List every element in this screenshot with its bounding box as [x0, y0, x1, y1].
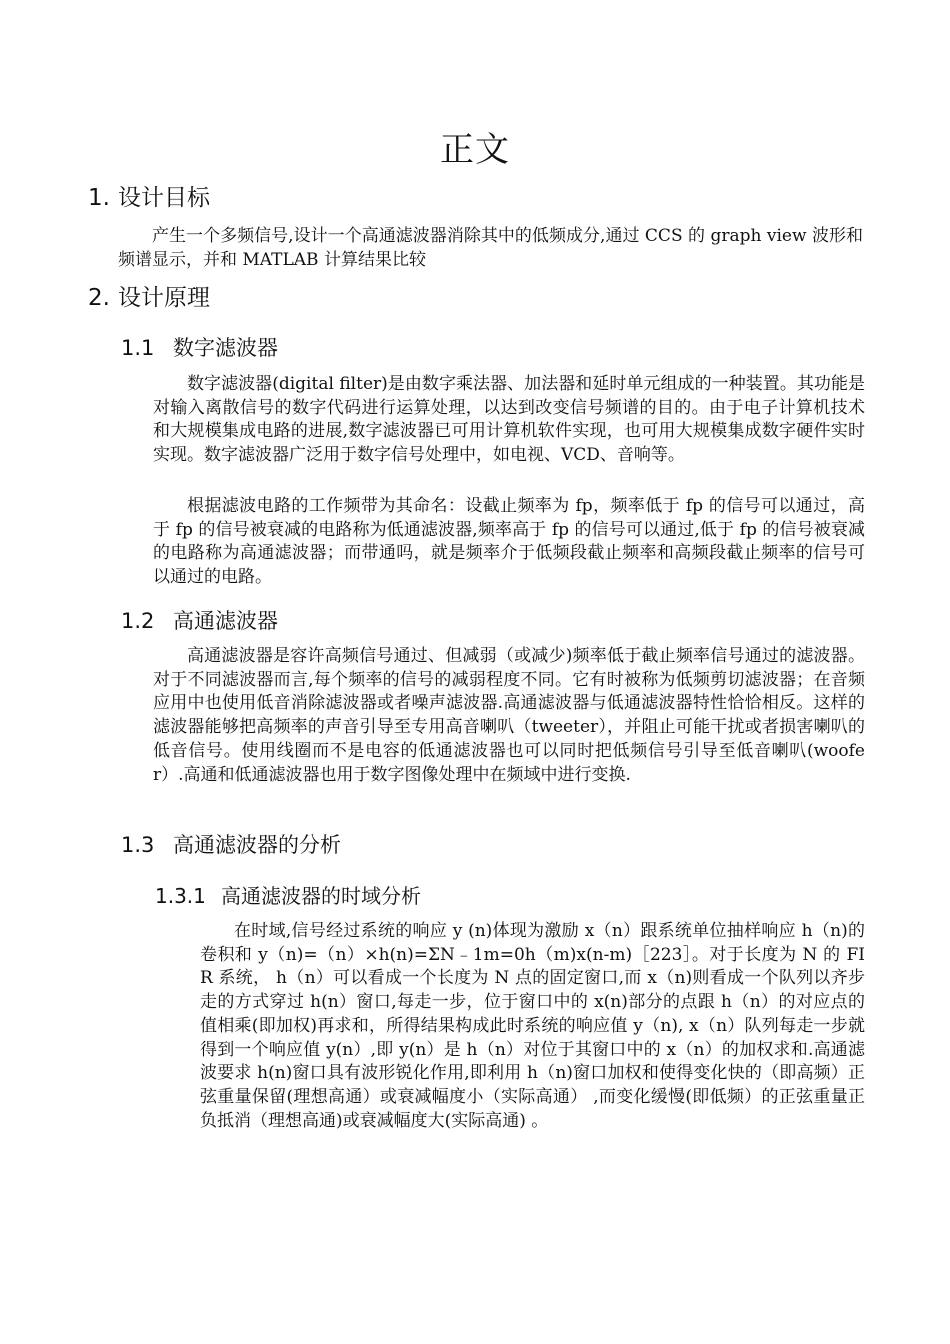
- section-title: 设计原理: [118, 285, 210, 311]
- section-number: 1.: [88, 185, 110, 211]
- digital-filter-paragraph-1: 数字滤波器(digital filter)是由数字乘法器、加法器和延时单元组成的一种装置。其功能是对输入离散信号的数字代码进行运算处理，以达到改变信号频谱的目的。由于电子计算机技术和大规模集成电路的进展,数字滤波器已可用计算机软件实现，也可用大规模集成数字硬件实时实现。数字滤波器广泛用于数字信号处理中，如电视、VCD、音响等。: [153, 374, 865, 466]
- section-title: 设计目标: [118, 185, 210, 211]
- subsection-number: 1.3: [121, 833, 155, 857]
- subsection-heading-digital-filter: [121, 334, 278, 362]
- time-domain-paragraph: 在时域,信号经过系统的响应 y (n)体现为激励 x（n）跟系统单位抽样响应 h（n)的卷积和 y（n)=（n）×h(n)=ΣN﹣1m=0h（m)x(n-m)［223］。对于长度为 N 的 FIR 系统， h（n）可以看成一个长度为 N 点的固定窗口,而 x（n)则看成一个队列以齐步走的方式穿过 h(n）窗口,每走一步，位于窗口中的 x(n)部分的点跟 h（n）的对应点的值相乘(即加权)再求和，所得结果构成此时系统的响应值 y（n), x（n）队列每走一步就得到一个响应值 y(n）,即 y(n）是 h（n）对位于其窗口中的 x（n）的加权求和.高通滤波要求 h(n)窗口具有波形锐化作用,即利用 h（n)窗口加权和使得变化快的（即高频）正弦重量保留(理想高通）或衰减幅度小（实际高通） ,而变化缓慢(即低频）的正弦重量正负抵消（理想高通)或衰减幅度大(实际高通) 。: [200, 921, 865, 1131]
- subsection-number: 1.2: [121, 609, 155, 633]
- section-heading-principle: [88, 283, 210, 313]
- goal-paragraph: 产生一个多频信号,设计一个高通滤波器消除其中的低频成分,通过 CCS 的 graph view 波形和频谱显示，并和 MATLAB 计算结果比较: [118, 226, 863, 270]
- section-heading-goal: [88, 183, 210, 213]
- subsection-title: 数字滤波器: [173, 336, 278, 360]
- subsubsection-title: 高通滤波器的时域分析: [221, 884, 421, 908]
- subsection-title: 高通滤波器: [173, 609, 278, 633]
- subsection-title: 高通滤波器的分析: [173, 833, 341, 857]
- subsection-heading-highpass: [121, 607, 278, 635]
- highpass-paragraph: 高通滤波器是容许高频信号通过、但减弱（或减少)频率低于截止频率信号通过的滤波器。对于不同滤波器而言,每个频率的信号的减弱程度不同。它有时被称为低频剪切滤波器；在音频应用中也使用低音消除滤波器或者噪声滤波器.高通滤波器与低通滤波器特性恰恰相反。这样的滤波器能够把高频率的声音引导至专用高音喇叭（tweeter），并阻止可能干扰或者损害喇叭的低音信号。使用线圈而不是电容的低通滤波器也可以同时把低频信号引导至低音喇叭(woofer）.高通和低通滤波器也用于数字图像处理中在频域中进行变换.: [153, 646, 865, 785]
- subsection-heading-analysis: [121, 831, 341, 859]
- section-number: 2.: [88, 285, 110, 311]
- page-title: 正文: [440, 130, 510, 170]
- subsubsection-number: 1.3.1: [155, 884, 206, 908]
- subsection-number: 1.1: [121, 336, 155, 360]
- digital-filter-paragraph-2: 根据滤波电路的工作频带为其命名：设截止频率为 fp，频率低于 fp 的信号可以通过，高于 fp 的信号被衰减的电路称为低通滤波器,频率高于 fp 的信号可以通过,低于 fp 的信号被衰减的电路称为高通滤波器；而带通吗，就是频率介于低频段截止频率和高频段截止频率的信号可以通过的电路。: [153, 496, 865, 588]
- subsubsection-heading-time-domain: [155, 882, 421, 910]
